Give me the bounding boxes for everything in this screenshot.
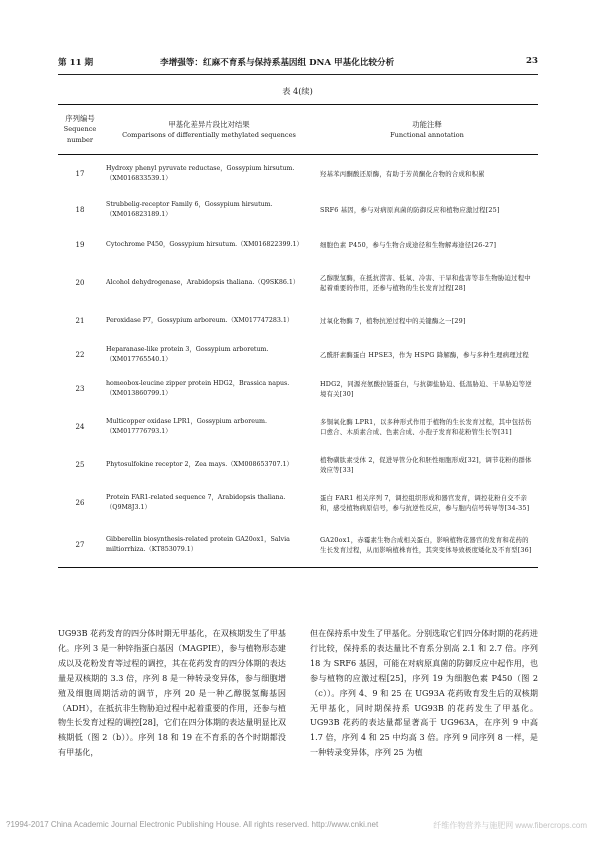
header-sequence-number (58, 105, 102, 155)
row-sequence: Multicopper oxidase LPR1，Gossypium arboreum.（XM017776793.1） (106, 417, 268, 435)
row-sequence: Cytochrome P450，Gossypium hirsutum.（XM016822399.1） (106, 240, 303, 248)
row-sequence: Alcohol dehydrogenase，Arabidopsis thaliana.（Q9SK86.1） (106, 278, 300, 286)
page-footer (0, 820, 595, 834)
row-number: 25 (75, 460, 85, 469)
copyright-notice: ?1994-2017 China Academic Journal Electronic Publishing House. All rights reserved. http://www.cnki.net (6, 820, 379, 829)
issue-number: 第 11 期 (58, 58, 94, 68)
row-annotation: 细胞色素 P450，参与生物合成途径和生物解毒途径[26-27] (320, 240, 497, 249)
header-col1-en-2: number (66, 136, 94, 144)
header-col1-zh: 序列编号 (65, 114, 95, 123)
row-number: 21 (75, 316, 85, 325)
page-number: 23 (526, 56, 538, 66)
row-number: 22 (75, 350, 85, 359)
header-functional-annotation (316, 105, 538, 155)
table-row (58, 338, 538, 372)
row-sequence: Protein FAR1-related sequence 7，Arabidopsis thaliana.（Q9M8J3.1） (106, 493, 286, 511)
body-text-right-column: 但在保持系中发生了甲基化。分别选取它们四分体时期的花药进行比较，保持系的表达量比不育系分别高 2.1 和 2.7 倍。序列 18 为 SRF6 基因，可能在对病原真菌的防御反应中起作用，也参与植物的应激过程[25]，序列 19 为细胞色素 P450（图 2（c））。序列 4、9 和 25 在 UG93A 花药败育发生后的双核期无甲基化，同时期保持系 UG93B 的花药发生了甲基化。UG93B 花药的表达量都显著高于 UG963A，在序列 9 中高 1.7 倍，序列 4 和 25 中均高 3 倍。序列 9 同序列 8 一样，是一种转录变异体，序列 25 为植 (310, 628, 538, 758)
row-annotation: 植物磺肽素受体 2，促进导管分化和胚性细胞形成[32]，调节花粉的群体效应等[33] (320, 455, 532, 474)
row-annotation: 多铜氧化酶 LPR1，以多种形式作用于植物的生长发育过程，其中包括伤口愈合、木质素合成、色素合成、小孢子发育和花粉管生长等[31] (320, 417, 532, 436)
table-row (58, 193, 538, 228)
table-row (58, 406, 538, 448)
table-row (58, 155, 538, 193)
row-annotation: 羟基苯丙酮酸还原酶，有助于芳黄酮化合物的合成和积累 (320, 169, 485, 178)
header-col1-en-1: Sequence (63, 125, 97, 133)
header-comparisons (102, 105, 316, 155)
header-col3-zh: 功能注释 (412, 119, 442, 129)
row-annotation: 蛋白 FAR1 相关序列 7，调控组织形成和器官发育，调控花粉自交不亲和，感受植物病原信号，参与抗逆性反应，参与胞内信号转导等[34-35] (320, 493, 530, 512)
table-row (58, 524, 538, 568)
row-sequence: homeobox-leucine zipper protein HDG2，Brassica napus.（XM013860799.1） (106, 379, 290, 397)
row-number: 19 (75, 240, 85, 249)
header-col2-en: Comparisons of differentially methylated sequences (122, 130, 296, 139)
body-text-left-column: UG93B 花药发育的四分体时期无甲基化，在双核期发生了甲基化。序列 3 是一种锌指蛋白基因（MAGPIE），参与植物形态建成以及花粉发育等过程的调控，其在花药发育的四分体期的表达量是双核期的 3.3 倍，序列 8 是一种转录变异体，参与细胞增殖及细胞周期活动的调节，序列 20 是一种乙醇脱氢酶基因（ADH），在抵抗非生物胁迫过程中起着重要的作用，还参与植物生长发育过程的调控[28]，它们在四分体期的表达量明显比双核期低（图 2（b））。序列 18 和 19 在不育系的各个时期都没有甲基化， (58, 628, 286, 758)
table-caption: 表 4(续) (282, 86, 313, 96)
row-number: 20 (75, 278, 85, 287)
methylation-table (58, 104, 538, 568)
row-sequence: Gibberellin biosynthesis-related protein GA20ox1，Salvia miltiorrhiza.（KT853079.1） (106, 536, 290, 554)
table-row (58, 262, 538, 304)
row-sequence: Peroxidase P7，Gossypium arboreum.（XM017747283.1） (106, 316, 294, 324)
row-annotation: HDG2，同源亮氨酸拉链蛋白，与抗御盐胁迫、低温胁迫、干旱胁迫等逆境有关[30] (320, 379, 532, 398)
header-col2-zh: 甲基化差异片段比对结果 (168, 119, 250, 129)
running-header (58, 56, 538, 70)
table-row (58, 448, 538, 482)
row-annotation: 乙醇脱氢酶，在抵抗涝害、低氧、冷害、干旱和盐害等非生物胁迫过程中起着重要的作用，还参与植物的生长发育过程[28] (320, 273, 531, 292)
header-col3-en: Functional annotation (390, 130, 464, 139)
running-title: 李增强等：红麻不育系与保持系基因组 DNA 甲基化比较分析 (160, 58, 395, 68)
table-header-row (58, 105, 538, 155)
table-row (58, 228, 538, 262)
row-number: 23 (75, 384, 85, 393)
row-number: 18 (75, 206, 85, 214)
row-sequence: Hydroxy phenyl pyruvate reductase，Gossypium hirsutum.（XM016833539.1） (106, 164, 295, 182)
row-sequence: Heparanase-like protein 3，Gossypium arboretum.（XM017765540.1） (106, 345, 269, 363)
row-sequence: Strubbelig-receptor Family 6，Gossypium hirsutum.（XM016823189.1） (106, 201, 273, 218)
row-annotation: SRF6 基因，参与对病原真菌的防御反应和植物应激过程[25] (320, 206, 500, 214)
table-row (58, 482, 538, 524)
row-number: 24 (75, 422, 85, 431)
table-row (58, 372, 538, 406)
row-number: 26 (75, 498, 85, 507)
row-number: 27 (75, 541, 85, 550)
row-annotation: 过氧化物酶 7，植物抗逆过程中的关键酶之一[29] (320, 316, 466, 325)
table-row (58, 304, 538, 338)
row-sequence: Phytosulfokine receptor 2，Zea mays.（XM008653707.1） (106, 460, 293, 468)
header-rule (58, 74, 538, 75)
site-watermark: 纤维作物营养与施肥网 www.fibercrops.com (433, 821, 587, 830)
row-annotation: 乙酰肝素酶蛋白 HPSE3，作为 HSPG 降解酶，参与多种生理病理过程 (320, 350, 530, 359)
row-number: 17 (75, 169, 85, 178)
row-annotation: GA20ox1，赤霉素生物合成相关蛋白，影响植物花器官的发育和花药的生长发育过程，从而影响植株育性，其突变体导致极度矮化及不育型[36] (320, 536, 532, 555)
